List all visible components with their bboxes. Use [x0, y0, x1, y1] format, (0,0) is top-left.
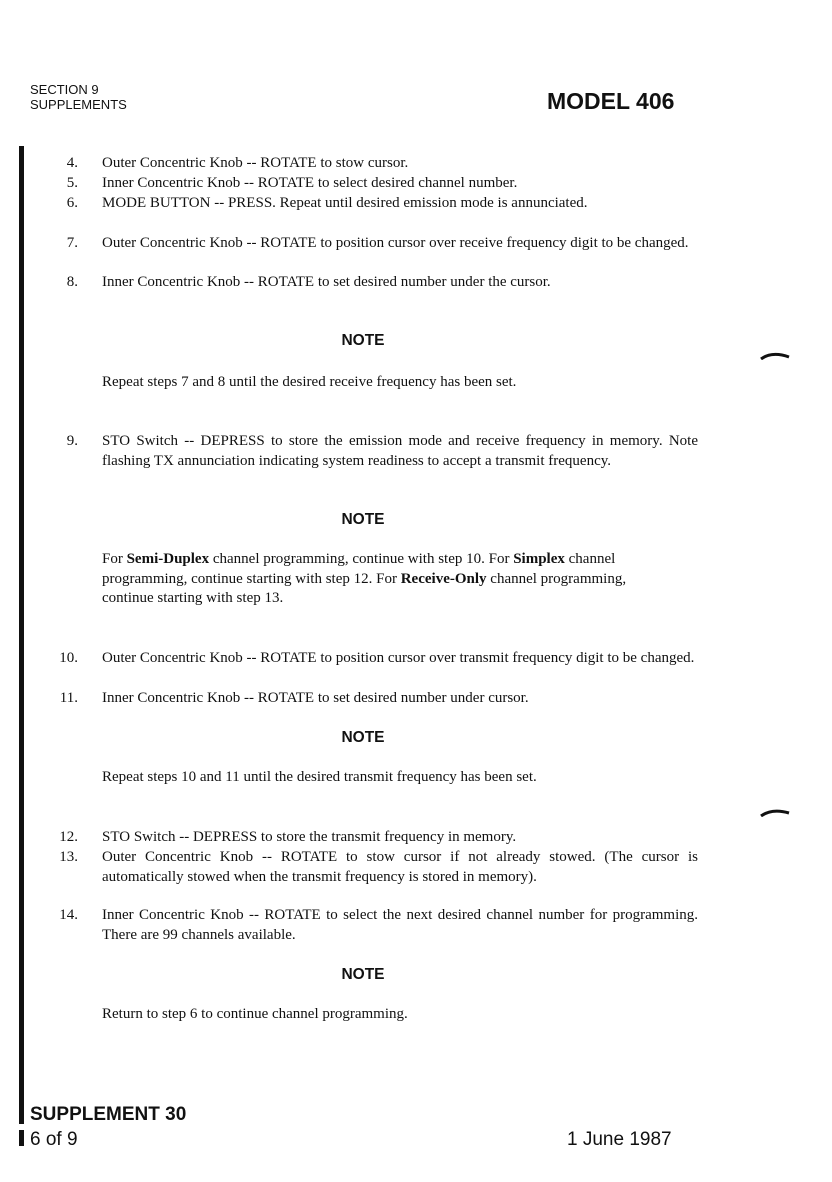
margin-mark — [760, 807, 790, 817]
note-text: Repeat steps 10 and 11 until the desired transmit frequency has been set. — [102, 769, 537, 785]
note-text: Repeat steps 7 and 8 until the desired receive frequency has been set. — [102, 374, 517, 390]
step-number: 13. — [59, 849, 78, 865]
model-title: MODEL 406 — [547, 88, 675, 114]
step-number: 6. — [66, 195, 78, 211]
step-number: 7. — [66, 235, 78, 251]
step-number: 4. — [66, 155, 78, 171]
note-title: NOTE — [341, 332, 385, 349]
step-4 — [48, 154, 698, 174]
supplement-label: SUPPLEMENT 30 — [30, 1104, 187, 1125]
step-text: Inner Concentric Knob -- ROTATE to set desired number under cursor. — [102, 690, 529, 706]
step-12 — [48, 828, 698, 848]
receive-only-term: Receive-Only — [400, 570, 487, 587]
issue-date: 1 June 1987 — [567, 1129, 672, 1150]
step-text: Inner Concentric Knob -- ROTATE to select the next desired channel number for programming. There are 99 channels available. — [102, 907, 698, 943]
step-text: MODE BUTTON -- PRESS. Repeat until desired emission mode is annunciated. — [102, 195, 588, 211]
step-text: Inner Concentric Knob -- ROTATE to select desired channel number. — [102, 175, 518, 191]
step-number: 10. — [59, 650, 78, 666]
note-text: For Semi-Duplex channel programming, continue with step 10. For Simplex channel programming, continue starting with step 12. For Receive-Only channel programming, continue starting with step 13. — [102, 551, 627, 606]
step-5 — [48, 174, 698, 194]
step-text: Outer Concentric Knob -- ROTATE to stow cursor. — [102, 155, 409, 171]
step-text: Outer Concentric Knob -- ROTATE to position cursor over transmit frequency digit to be changed. — [102, 650, 695, 666]
note-title: NOTE — [341, 511, 385, 528]
step-text: STO Switch -- DEPRESS to store the emission mode and receive frequency in memory. Note flashing TX annunciation indicating system readiness to accept a transmit frequency. — [102, 433, 698, 469]
step-text: Outer Concentric Knob -- ROTATE to position cursor over receive frequency digit to be changed. — [102, 235, 689, 251]
step-14 — [48, 906, 698, 945]
step-number: 12. — [59, 829, 78, 845]
step-text: STO Switch -- DEPRESS to store the transmit frequency in memory. — [102, 829, 517, 845]
simplex-term: Simplex — [513, 551, 565, 567]
note-text: Return to step 6 to continue channel programming. — [102, 1006, 408, 1022]
step-number: 5. — [66, 175, 78, 191]
step-13 — [48, 848, 698, 887]
note-title: NOTE — [341, 966, 385, 983]
step-8 — [48, 273, 698, 293]
step-11 — [48, 689, 698, 709]
subsection-label: SUPPLEMENTS — [30, 97, 127, 112]
page-number: 6 of 9 — [30, 1129, 78, 1150]
margin-mark — [760, 350, 790, 360]
semi-duplex-term: Semi-Duplex — [126, 551, 210, 567]
step-number: 9. — [66, 433, 78, 449]
change-bar-footer — [19, 1130, 24, 1146]
step-7 — [48, 234, 698, 254]
step-9 — [48, 432, 698, 471]
step-number: 11. — [59, 690, 78, 706]
section-label: SECTION 9 — [30, 82, 99, 97]
step-text: Inner Concentric Knob -- ROTATE to set desired number under the cursor. — [102, 274, 551, 290]
step-number: 8. — [66, 274, 78, 290]
step-number: 14. — [59, 907, 78, 923]
step-text: Outer Concentric Knob -- ROTATE to stow cursor if not already stowed. (The cursor is automatically stowed when the transmit frequency is stored in memory). — [102, 849, 698, 885]
step-6 — [48, 194, 698, 214]
step-10 — [48, 649, 698, 669]
note-title: NOTE — [341, 729, 385, 746]
